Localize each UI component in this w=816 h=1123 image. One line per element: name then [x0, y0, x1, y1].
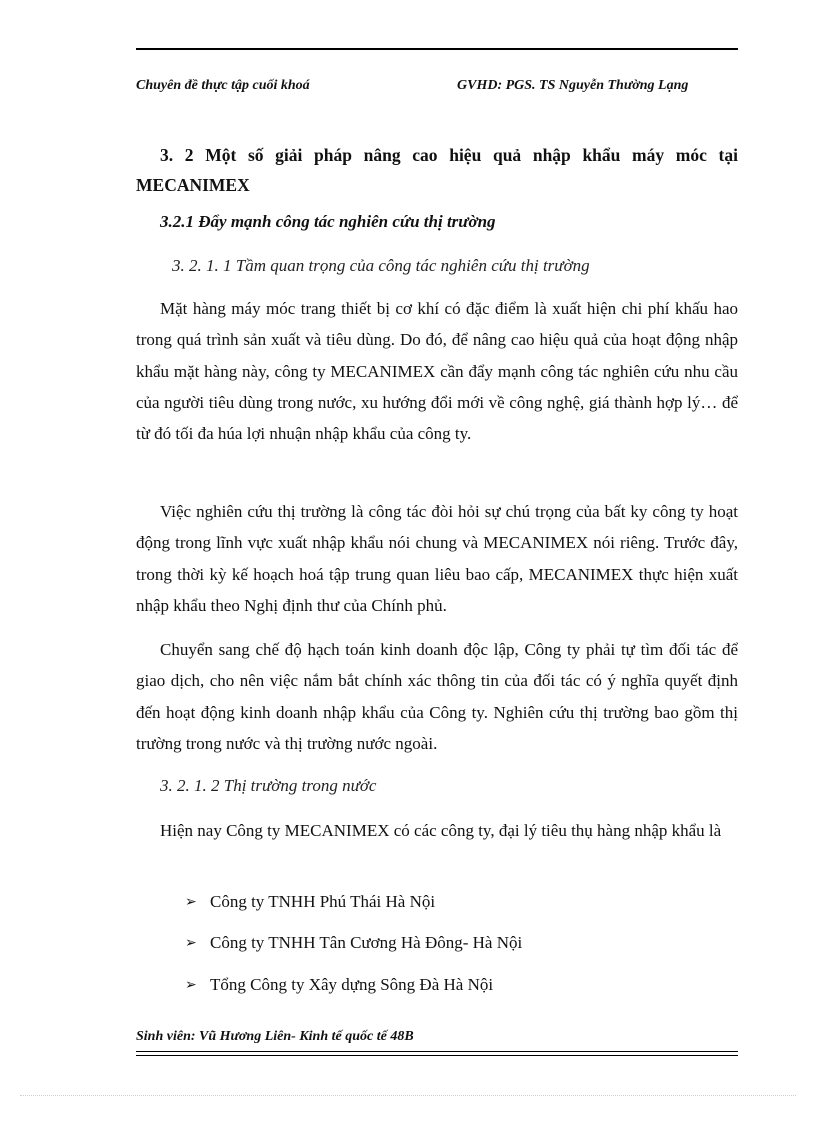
footer-rule-double — [136, 1055, 738, 1056]
list-item — [185, 933, 522, 953]
list-item — [185, 975, 493, 995]
header-left-text: Chuyên đề thực tập cuối khoá — [136, 78, 310, 93]
arrow-bullet-icon: ➢ — [185, 894, 197, 910]
section-title: 3. 2 Một số giải pháp nâng cao hiệu quả nhập khẩu máy móc tại MECANIMEX — [136, 145, 738, 195]
list-item-text: Công ty TNHH Phú Thái Hà Nội — [210, 892, 436, 911]
page-edge-dotted-line — [20, 1095, 796, 1096]
list-item-text: Công ty TNHH Tân Cương Hà Đông- Hà Nội — [210, 933, 523, 952]
paragraph-3: Chuyển sang chế độ hạch toán kinh doanh độc lập, Công ty phải tự tìm đối tác để giao dịch, cho nên việc nắm bắt chính xác thông tin của đối tác có ý nghĩa quyết định đến hoạt động kinh doanh nhập khẩu của Công ty. Nghiên cứu thị trường bao gồm thị trường trong nước và thị trường nước ngoài. — [136, 640, 738, 753]
list-item — [185, 892, 435, 912]
sub-heading-importance: 3. 2. 1. 1 Tầm quan trọng của công tác nghiên cứu thị trường — [172, 256, 590, 275]
footer-rule — [136, 1051, 738, 1052]
paragraph-2: Việc nghiên cứu thị trường là công tác đòi hỏi sự chú trọng của bất ky công ty hoạt động trong lĩnh vực xuất nhập khẩu nói chung và MECANIMEX nói riêng. Trước đây, trong thời kỳ kế hoạch hoá tập trung quan liêu bao cấp, MECANIMEX thực hiện xuất nhập khẩu theo Nghị định thư của Chính phủ. — [136, 502, 738, 615]
list-item-text: Tổng Công ty Xây dựng Sông Đà Hà Nội — [210, 975, 494, 994]
sub-heading-domestic-market: 3. 2. 1. 2 Thị trường trong nước — [160, 776, 377, 795]
header-rule — [136, 48, 738, 50]
paragraph-1: Mặt hàng máy móc trang thiết bị cơ khí có đặc điểm là xuất hiện chi phí khấu hao trong quá trình sản xuất và tiêu dùng. Do đó, để nâng cao hiệu quả của hoạt động nhập khẩu mặt hàng này, công ty MECANIMEX cần đẩy mạnh công tác nghiên cứu nhu cầu của người tiêu dùng trong nước, xu hướng đổi mới về công nghệ, giá thành hợp lý… để từ đó tối đa húa lợi nhuận nhập khẩu của công ty. — [136, 299, 738, 444]
arrow-bullet-icon: ➢ — [185, 977, 197, 993]
arrow-bullet-icon: ➢ — [185, 935, 197, 951]
footer-text: Sinh viên: Vũ Hương Liên- Kinh tế quốc tế 48B — [136, 1029, 414, 1044]
subsection-title: 3.2.1 Đẩy mạnh công tác nghiên cứu thị trường — [160, 212, 496, 231]
header-right-text: GVHD: PGS. TS Nguyễn Thường Lạng — [457, 78, 689, 93]
paragraph-4: Hiện nay Công ty MECANIMEX có các công ty, đại lý tiêu thụ hàng nhập khẩu là — [160, 821, 722, 840]
